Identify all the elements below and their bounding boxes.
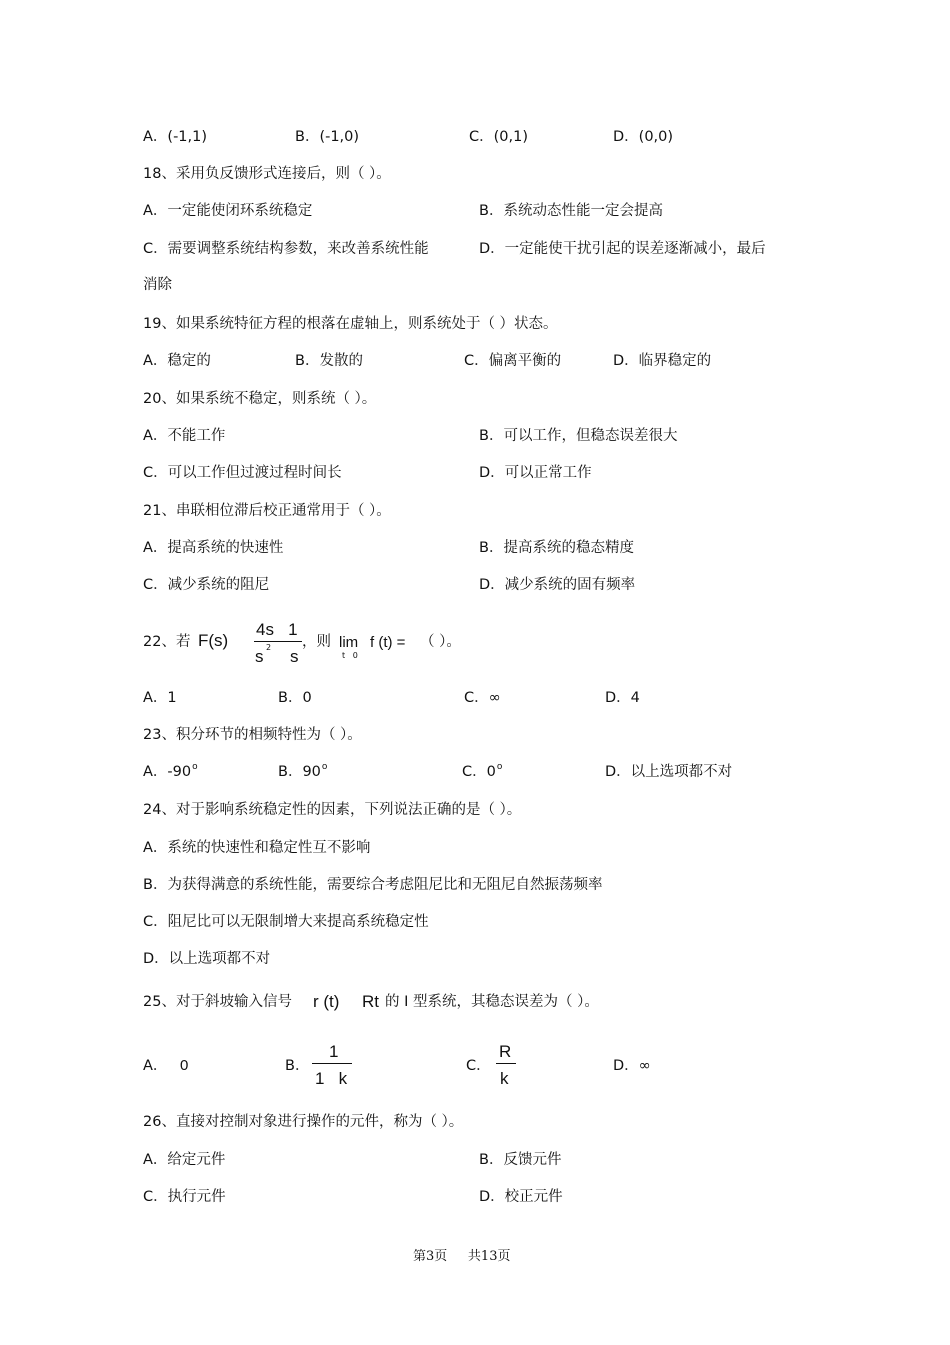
- q22-fraction-bar: [254, 641, 302, 642]
- q26-option-a: A．给定元件: [143, 1152, 226, 1168]
- q22-option-a: A．1: [143, 690, 177, 706]
- q19-option-c: C．偏离平衡的: [464, 353, 562, 369]
- q18-option-d-continuation: 消除: [143, 277, 172, 293]
- q25-Rt: Rt: [362, 992, 379, 1011]
- q22-tail: （ ）。: [420, 634, 461, 650]
- q24-option-d: D．以上选项都不对: [143, 951, 271, 967]
- q22-then: ，则: [302, 634, 331, 650]
- q19-option-d: D．临界稳定的: [613, 353, 712, 369]
- q18-option-d: D．一定能使干扰引起的误差逐渐减小，最后: [479, 241, 766, 257]
- q25-option-b-label: B．: [285, 1058, 310, 1074]
- q25-option-b-numerator: 1: [329, 1042, 339, 1061]
- q22-option-c: C．∞: [464, 690, 501, 706]
- q19-question: 19、如果系统特征方程的根落在虚轴上，则系统处于（ ）状态。: [143, 316, 558, 332]
- q24-option-b: B．为获得满意的系统性能，需要综合考虑阻尼比和无阻尼自然振荡频率: [143, 877, 603, 893]
- q20-option-d: D．可以正常工作: [479, 465, 592, 481]
- q21-question: 21、串联相位滞后校正通常用于（ ）。: [143, 503, 391, 519]
- q17-option-c: C．(0,1): [469, 129, 528, 145]
- q26-option-c: C．执行元件: [143, 1189, 226, 1205]
- q20-option-a: A．不能工作: [143, 428, 226, 444]
- q24-option-a: A．系统的快速性和稳定性互不影响: [143, 840, 371, 856]
- q22-denominator-exponent: 2: [266, 643, 272, 652]
- q26-question: 26、直接对控制对象进行操作的元件，称为（ ）。: [143, 1114, 464, 1130]
- q22-numerator: 4s 1: [256, 620, 298, 639]
- q17-option-a: A．(-1,1): [143, 129, 208, 145]
- q25-prefix: 25、对于斜坡输入信号: [143, 994, 292, 1010]
- q18-option-b: B．系统动态性能一定会提高: [479, 203, 663, 219]
- q25-option-c-numerator: R: [499, 1042, 512, 1061]
- q22-denominator-s2: s: [290, 647, 299, 666]
- q20-option-c: C．可以工作但过渡过程时间长: [143, 465, 342, 481]
- q19-option-a: A．稳定的: [143, 353, 211, 369]
- q25-option-c-fraction-bar: [496, 1063, 516, 1064]
- q22-ft: f (t) =: [370, 634, 406, 651]
- q17-option-d: D．(0,0): [613, 129, 674, 145]
- q23-option-a: A．-90$^o$: [143, 762, 198, 780]
- q20-question: 20、如果系统不稳定，则系统（ ）。: [143, 391, 377, 407]
- q21-option-d: D．减少系统的固有频率: [479, 577, 636, 593]
- q23-option-b: B．90$^o$: [278, 762, 328, 780]
- q25-option-b-fraction-bar: [312, 1063, 352, 1064]
- q20-option-b: B．可以工作，但稳态误差很大: [479, 428, 678, 444]
- q21-option-b: B．提高系统的稳态精度: [479, 540, 634, 556]
- q18-option-a: A．一定能使闭环系统稳定: [143, 203, 313, 219]
- q22-prefix: 22、若: [143, 634, 191, 650]
- page-footer: 第3页 共13页: [413, 1249, 511, 1264]
- q25-option-c-denominator: k: [500, 1069, 509, 1088]
- q17-option-b: B．(-1,0): [295, 129, 360, 145]
- q21-option-a: A．提高系统的快速性: [143, 540, 284, 556]
- q19-option-b: B．发散的: [295, 353, 363, 369]
- q24-question: 24、对于影响系统稳定性的因素，下列说法正确的是（ ）。: [143, 802, 522, 818]
- q25-suffix: 的 I 型系统，其稳态误差为（ ）。: [385, 994, 599, 1010]
- q22-lim: lim: [339, 634, 359, 651]
- q26-option-b: B．反馈元件: [479, 1152, 562, 1168]
- q22-denominator-s: s: [255, 647, 264, 666]
- q22-option-b: B．0: [278, 690, 312, 706]
- q26-option-d: D．校正元件: [479, 1189, 563, 1205]
- q23-option-c: C．0$^o$: [462, 762, 503, 780]
- q22-lim-subscript: t 0: [342, 651, 358, 660]
- q23-option-d: D．以上选项都不对: [605, 764, 733, 780]
- q25-option-b-denominator: 1 k: [315, 1069, 348, 1088]
- q18-question: 18、采用负反馈形式连接后，则（ ）。: [143, 166, 391, 182]
- q25-option-a-label: A．: [143, 1058, 168, 1074]
- q21-option-c: C．减少系统的阻尼: [143, 577, 270, 593]
- q24-option-c: C．阻尼比可以无限制增大来提高系统稳定性: [143, 914, 429, 930]
- q22-option-d: D．4: [605, 690, 640, 706]
- q25-option-a-value: 0: [180, 1057, 189, 1074]
- q22-function: F(s): [198, 631, 229, 650]
- q25-option-c-label: C．: [466, 1058, 491, 1074]
- q25-rt: r (t): [313, 992, 340, 1011]
- q25-option-d: D．∞: [613, 1058, 651, 1074]
- q23-question: 23、积分环节的相频特性为（ ）。: [143, 727, 362, 743]
- q18-option-c: C．需要调整系统结构参数，来改善系统性能: [143, 241, 429, 257]
